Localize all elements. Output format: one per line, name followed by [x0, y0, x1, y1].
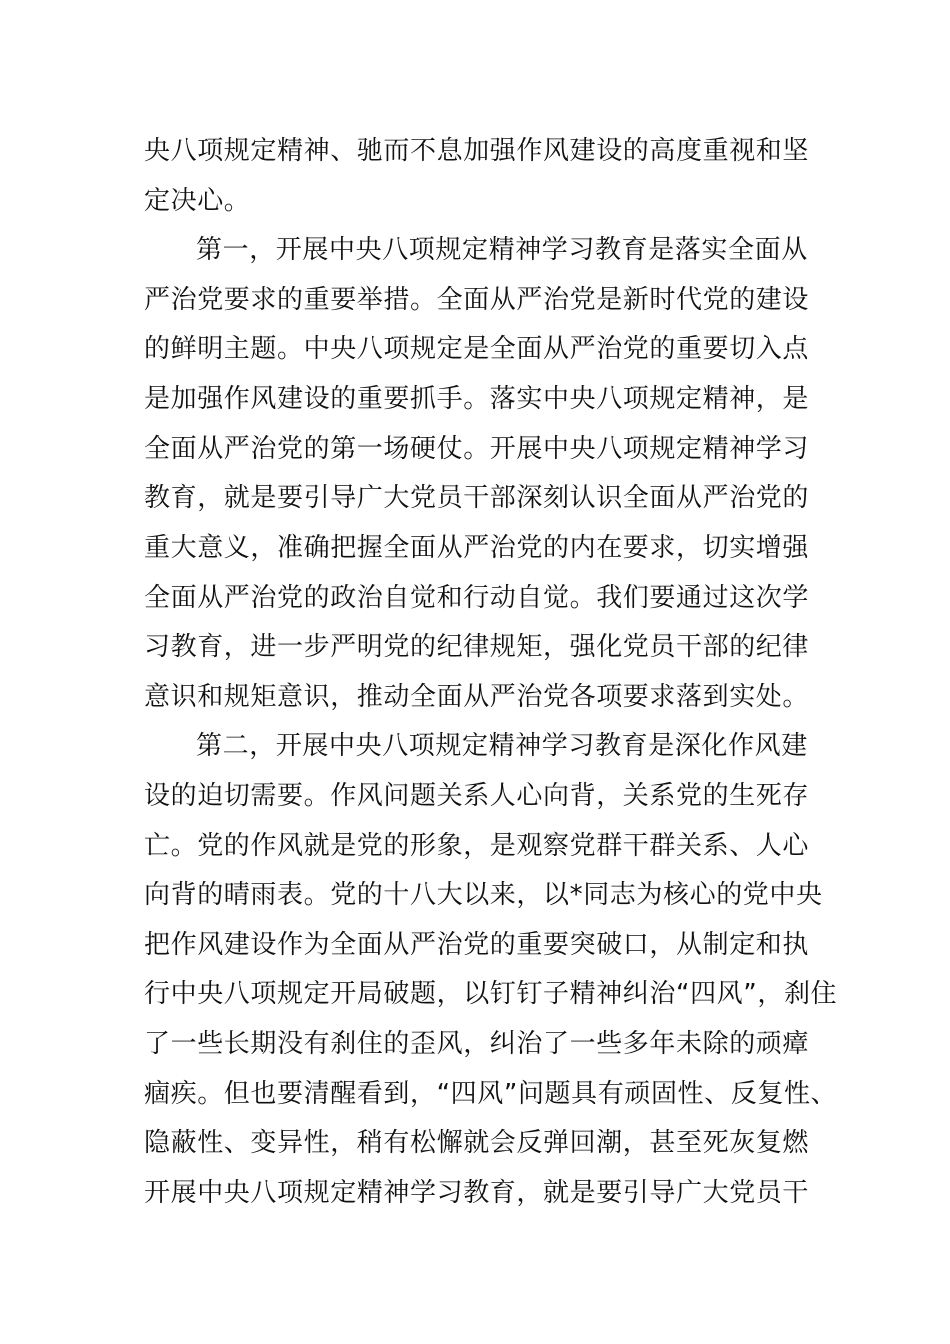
text-line-18: 行中央八项规定开局破题，以钉钉子精神纠治“四风”，刹住: [144, 979, 838, 1009]
text-line-9: 重大意义，准确把握全面从严治党的内在要求，切实增强: [144, 533, 810, 563]
text-line-15: 亡。党的作风就是党的形象，是观察党群干群关系、人心: [144, 831, 810, 861]
text-line-1: 央八项规定精神、驰而不息加强作风建设的高度重视和坚: [144, 136, 810, 166]
text-line-16: 向背的晴雨表。党的十八大以来，以*同志为核心的党中央: [144, 880, 823, 910]
text-line-5: 的鲜明主题。中央八项规定是全面从严治党的重要切入点: [144, 334, 810, 364]
text-line-6: 是加强作风建设的重要抓手。落实中央八项规定精神，是: [144, 384, 810, 414]
text-line-2: 定决心。: [144, 186, 251, 216]
text-line-21: 隐蔽性、变异性，稍有松懈就会反弹回潮，甚至死灰复燃: [144, 1128, 810, 1158]
text-line-4: 严治党要求的重要举措。全面从严治党是新时代党的建设: [144, 285, 810, 315]
text-line-3: 第一，开展中央八项规定精神学习教育是落实全面从: [196, 235, 808, 265]
text-line-22: 开展中央八项规定精神学习教育，就是要引导广大党员干: [144, 1178, 810, 1208]
text-line-14: 设的迫切需要。作风问题关系人心向背，关系党的生死存: [144, 781, 810, 811]
text-line-19: 了一些长期没有刹住的歪风，纠治了一些多年未除的顽瘴: [144, 1029, 810, 1059]
text-line-13: 第二，开展中央八项规定精神学习教育是深化作风建: [196, 731, 808, 761]
text-line-7: 全面从严治党的第一场硬仗。开展中央八项规定精神学习: [144, 434, 810, 464]
text-line-17: 把作风建设作为全面从严治党的重要突破口，从制定和执: [144, 930, 810, 960]
text-line-12: 意识和规矩意识，推动全面从严治党各项要求落到实处。: [144, 682, 810, 712]
text-line-11: 习教育，进一步严明党的纪律规矩，强化党员干部的纪律: [144, 632, 810, 662]
text-line-20: 痼疾。但也要清醒看到，“四风”问题具有顽固性、反复性、: [144, 1079, 838, 1109]
text-line-10: 全面从严治党的政治自觉和行动自觉。我们要通过这次学: [144, 583, 810, 613]
text-line-8: 教育，就是要引导广大党员干部深刻认识全面从严治党的: [144, 483, 810, 513]
